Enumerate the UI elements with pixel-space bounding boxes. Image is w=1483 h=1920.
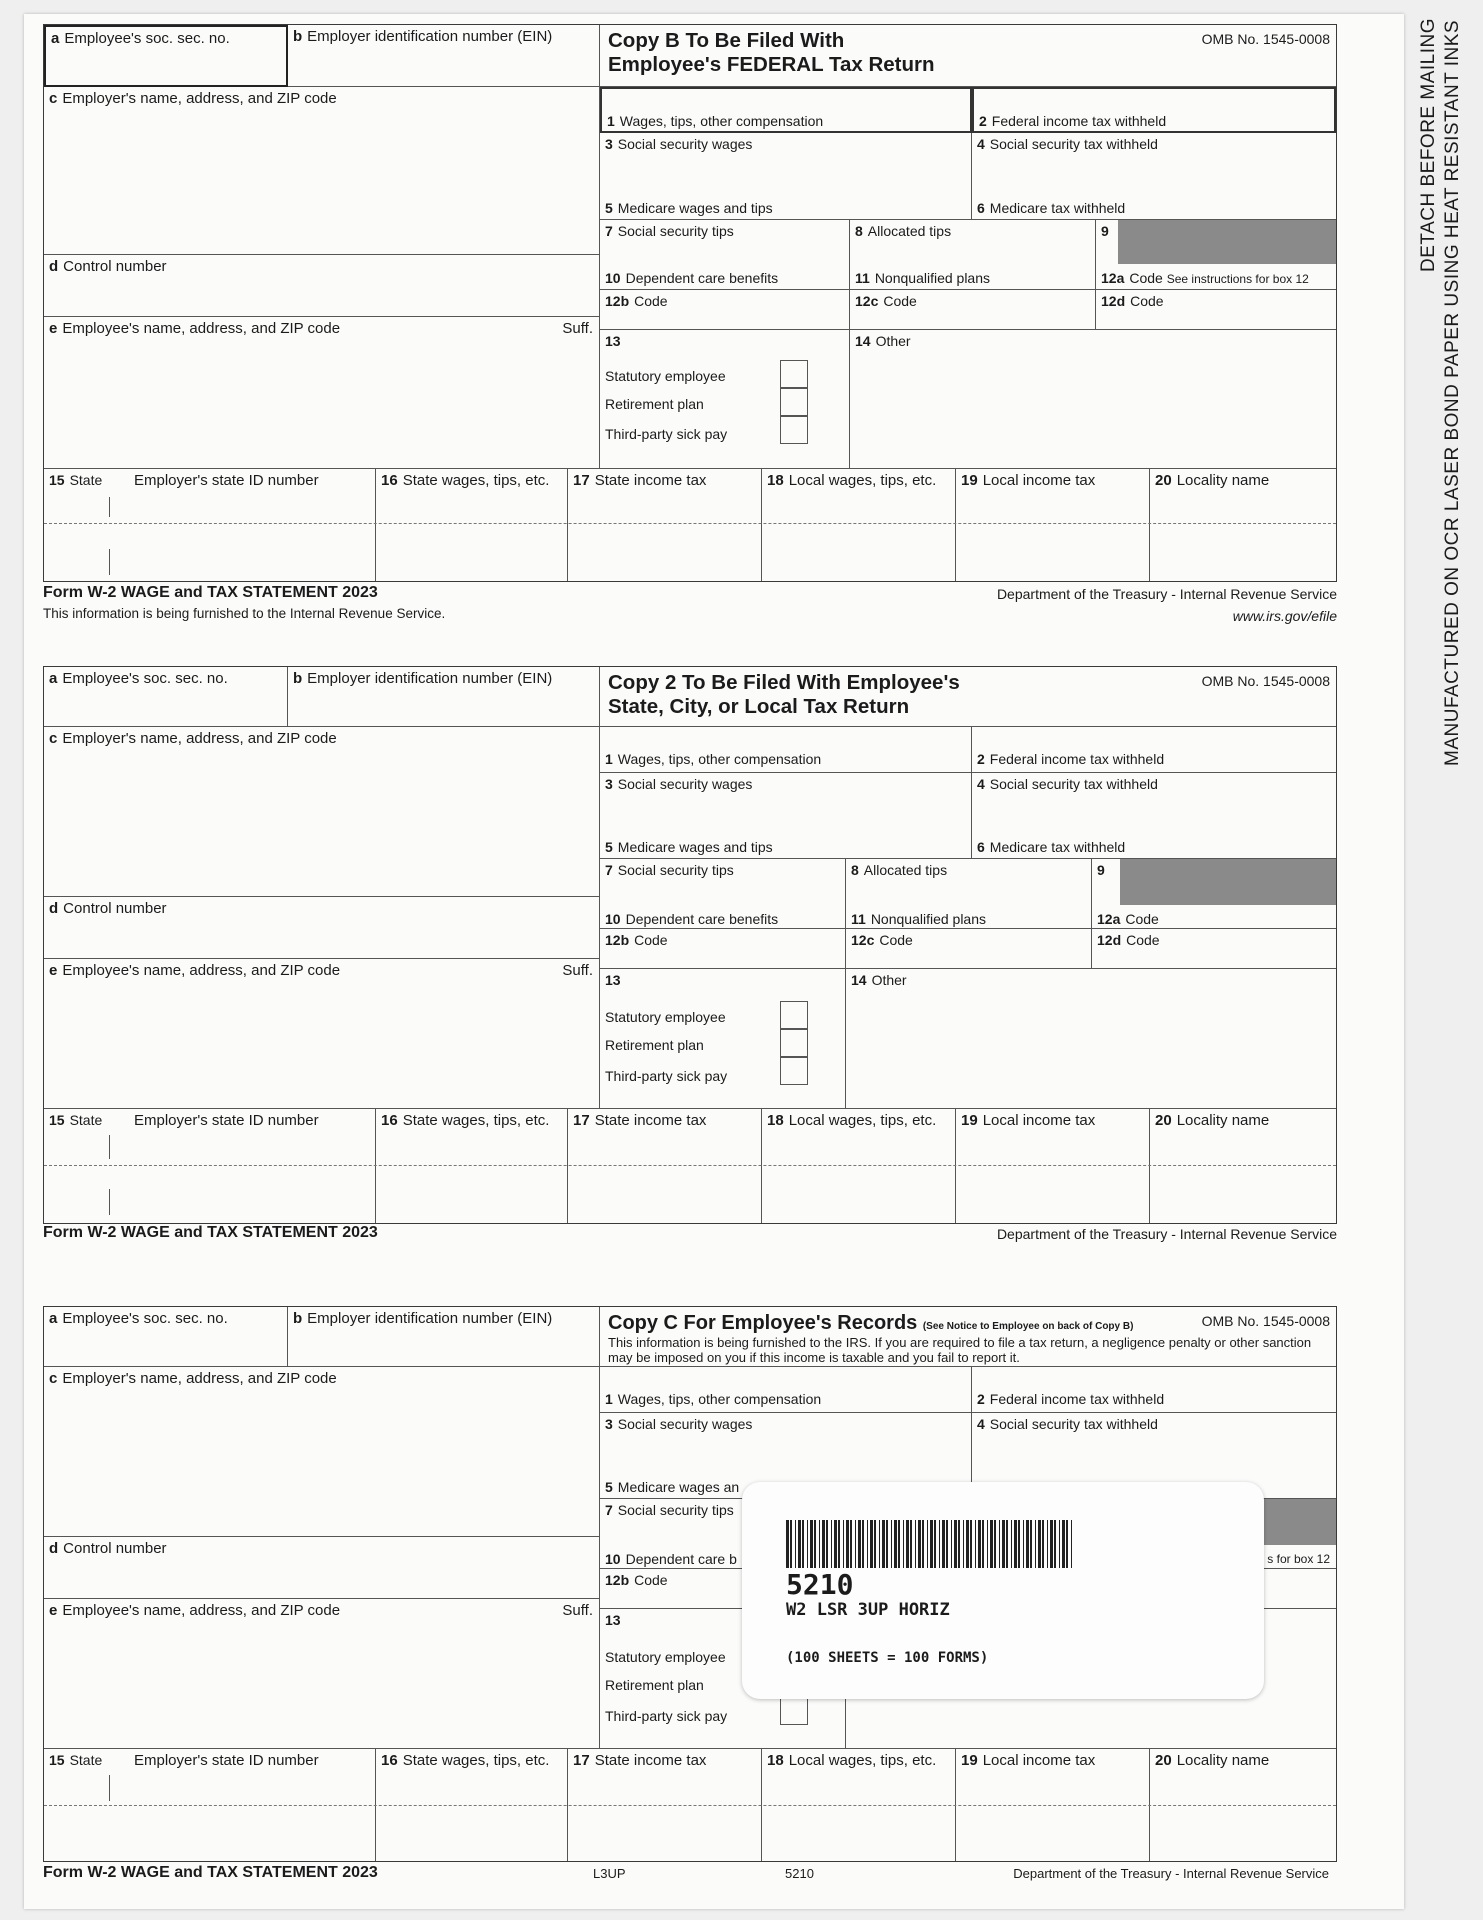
retirement-checkbox[interactable] [780, 1029, 808, 1057]
dept-label: Department of the Treasury - Internal Revenue Service [996, 1226, 1337, 1242]
box-12b[interactable]: 12b Code [600, 290, 850, 330]
box-7[interactable]: 7 Social security tips 10 Dependent care b [600, 1499, 846, 1569]
box-19[interactable]: 19 Local income tax [956, 469, 1150, 581]
box-8[interactable]: 8 Allocated tips 11 Nonqualified plans [850, 220, 1096, 290]
furnished-note: This information is being furnished to the Internal Revenue Service. [43, 606, 446, 621]
omb-number: OMB No. 1545-0008 [1201, 673, 1330, 689]
barcode [786, 1520, 1076, 1568]
form-title: Form W-2 WAGE and TAX STATEMENT 2023 [43, 1224, 378, 1241]
side-text-manufactured: MANUFACTURED ON OCR LASER BOND PAPER USING HEAT RESISTANT INKS [1442, 19, 1463, 766]
irs-website[interactable]: www.irs.gov/efile [1232, 608, 1337, 624]
box-d[interactable]: d Control number [44, 897, 600, 959]
box-c[interactable]: c Employer's name, address, and ZIP code [44, 87, 600, 255]
suffix-label: Suff. [562, 320, 593, 337]
box-20[interactable]: 20 Locality name [1155, 1752, 1270, 1769]
box-12d[interactable]: 12d Code [1096, 290, 1336, 330]
box-12c[interactable]: 12c Code [846, 929, 1092, 969]
box-4[interactable]: 4 Social security tax withheld 6 Medicare tax withheld [972, 773, 1336, 859]
box-12b[interactable]: 12b Code [600, 929, 846, 969]
box-13: 13 Statutory employee Retirement plan Third-party sick pay [600, 330, 850, 469]
retirement-checkbox[interactable] [780, 388, 808, 416]
omb-number: OMB No. 1545-0008 [1201, 31, 1330, 47]
box-4[interactable]: 4 Social security tax withheld 6 Medicare tax withheld [972, 133, 1336, 220]
box-4[interactable]: 4 Social security tax withheld [972, 1413, 1336, 1499]
omb-number: OMB No. 1545-0008 [1201, 1313, 1330, 1329]
box-16[interactable]: 16 State wages, tips, etc. [376, 1749, 568, 1861]
box-13: 13 Statutory employee Retirement plan Third-party sick pay [600, 1609, 846, 1749]
box-d[interactable]: d Control number [44, 255, 600, 317]
box-14[interactable]: 14 Other [846, 969, 1336, 1109]
box-b[interactable]: b Employer identification number (EIN) [288, 25, 600, 87]
form-title: Form W-2 WAGE and TAX STATEMENT 2023 [43, 1864, 378, 1881]
box-1[interactable]: 1 Wages, tips, other compensation [600, 727, 972, 773]
box-14[interactable]: 14 Other [850, 330, 1336, 469]
footer-code: L3UP [593, 1866, 626, 1881]
box-e[interactable]: e Employee's name, address, and ZIP code Suff. [44, 1599, 600, 1749]
suffix-label: Suff. [562, 962, 593, 979]
footer-number: 5210 [785, 1866, 814, 1881]
box-13: 13 Statutory employee Retirement plan Third-party sick pay [600, 969, 846, 1109]
box-7[interactable]: 7 Social security tips 10 Dependent care benefits [600, 220, 850, 290]
box-19[interactable]: 19 Local income tax [956, 1749, 1150, 1861]
box-7[interactable]: 7 Social security tips 10 Dependent care benefits [600, 859, 846, 929]
copy-2-title-2: State, City, or Local Tax Return [608, 695, 910, 718]
form-title: Form W-2 WAGE and TAX STATEMENT 2023 [43, 584, 378, 601]
sticker-product-name: W2 LSR 3UP HORIZ [786, 1600, 950, 1620]
thirdparty-checkbox[interactable] [780, 416, 808, 444]
statutory-checkbox[interactable] [780, 1001, 808, 1029]
box-15[interactable]: 15 State Employer's state ID number [44, 1749, 376, 1861]
box-b[interactable]: b Employer identification number (EIN) [288, 667, 600, 727]
box-3[interactable]: 3 Social security wages 5 Medicare wages and tips [600, 773, 972, 859]
box-e[interactable]: e Employee's name, address, and ZIP code Suff. [44, 317, 600, 469]
thirdparty-checkbox[interactable] [780, 1057, 808, 1085]
box-c[interactable]: c Employer's name, address, and ZIP code [44, 727, 600, 897]
box-19[interactable]: 19 Local income tax [956, 1109, 1150, 1223]
box-12d[interactable]: 12d Code [1092, 929, 1336, 969]
copy-b-title-box [600, 25, 1336, 87]
sticker-number: 5210 [786, 1568, 854, 1601]
box-1[interactable]: 1 Wages, tips, other compensation [600, 87, 972, 133]
box-18[interactable]: 18 Local wages, tips, etc. [762, 1749, 956, 1861]
box-15[interactable]: 15 State Employer's state ID number [44, 469, 376, 581]
copy-c-title: Copy C For Employee's Records [608, 1312, 918, 1334]
box-16[interactable]: 16 State wages, tips, etc. [376, 469, 568, 581]
box-9: 9 12a Code See instructions for box 12 [1096, 220, 1336, 290]
copy-2-title-box [600, 667, 1336, 727]
box-12b[interactable]: 12b Code [600, 1569, 846, 1609]
box-b[interactable]: b Employer identification number (EIN) [288, 1307, 600, 1367]
copy-c-note: This information is being furnished to the IRS. If you are required to file a tax return, a negligence penalty or other sanction may be imposed on you if this income is taxable and you fail to report it. [608, 1335, 1312, 1365]
sticker-sheet-count: (100 SHEETS = 100 FORMS) [786, 1650, 989, 1666]
box-a[interactable]: a Employee's soc. sec. no. [44, 1307, 288, 1367]
box-20[interactable]: 20 Locality name [1155, 1112, 1270, 1129]
copy-c-title-box: Copy C For Employee's Records (See Notice to Employee on back of Copy B) OMB No. 1545-0008 This information is being furnished to the IRS. If you are required to file a tax return, a negligence penalty or other sanction may be imposed on you if this income is taxable and you fail to report it. [600, 1307, 1336, 1367]
box-9: s for box 12 [1092, 1499, 1336, 1569]
statutory-checkbox[interactable] [780, 360, 808, 388]
copy-2-title-1: Copy 2 To Be Filed With Employee's [608, 671, 960, 694]
box-3[interactable]: 3 Social security wages 5 Medicare wages and tips [600, 133, 972, 220]
dept-label: Department of the Treasury - Internal Revenue Service [1013, 1866, 1329, 1881]
box-c[interactable]: c Employer's name, address, and ZIP code [44, 1367, 600, 1537]
copy-b-title-2: Employee's FEDERAL Tax Return [608, 53, 935, 76]
box-17[interactable]: 17 State income tax [568, 1109, 762, 1223]
box-17[interactable]: 17 State income tax [568, 1749, 762, 1861]
suffix-label: Suff. [562, 1602, 593, 1619]
dept-label: Department of the Treasury - Internal Revenue Service [996, 586, 1337, 602]
box-18[interactable]: 18 Local wages, tips, etc. [762, 1109, 956, 1223]
box-d[interactable]: d Control number [44, 1537, 600, 1599]
side-text-detach: DETACH BEFORE MAILING [1418, 17, 1439, 272]
box-a[interactable]: a Employee's soc. sec. no. [44, 25, 288, 87]
box-20[interactable]: 20 Locality name [1155, 472, 1270, 489]
product-sticker [742, 1482, 1264, 1699]
copy-b-title-1: Copy B To Be Filed With [608, 29, 845, 52]
box-2[interactable]: 2 Federal income tax withheld [972, 87, 1336, 133]
box-8[interactable]: 8 Allocated tips 11 Nonqualified plans [846, 859, 1092, 929]
thirdparty-checkbox[interactable] [780, 1697, 808, 1725]
box-16[interactable]: 16 State wages, tips, etc. [376, 1109, 568, 1223]
box-15[interactable]: 15 State Employer's state ID number [44, 1109, 376, 1223]
box-a[interactable]: a Employee's soc. sec. no. [44, 667, 288, 727]
box-18[interactable]: 18 Local wages, tips, etc. [762, 469, 956, 581]
box-1[interactable]: 1 Wages, tips, other compensation [600, 1367, 972, 1413]
box-e[interactable]: e Employee's name, address, and ZIP code Suff. [44, 959, 600, 1109]
box-2[interactable]: 2 Federal income tax withheld [972, 727, 1336, 773]
box-9: 9 12a Code [1092, 859, 1336, 929]
box-3[interactable]: 3 Social security wages 5 Medicare wages an [600, 1413, 972, 1499]
box-12c[interactable]: 12c Code [850, 290, 1096, 330]
box-2[interactable]: 2 Federal income tax withheld [972, 1367, 1336, 1413]
box-17[interactable]: 17 State income tax [568, 469, 762, 581]
